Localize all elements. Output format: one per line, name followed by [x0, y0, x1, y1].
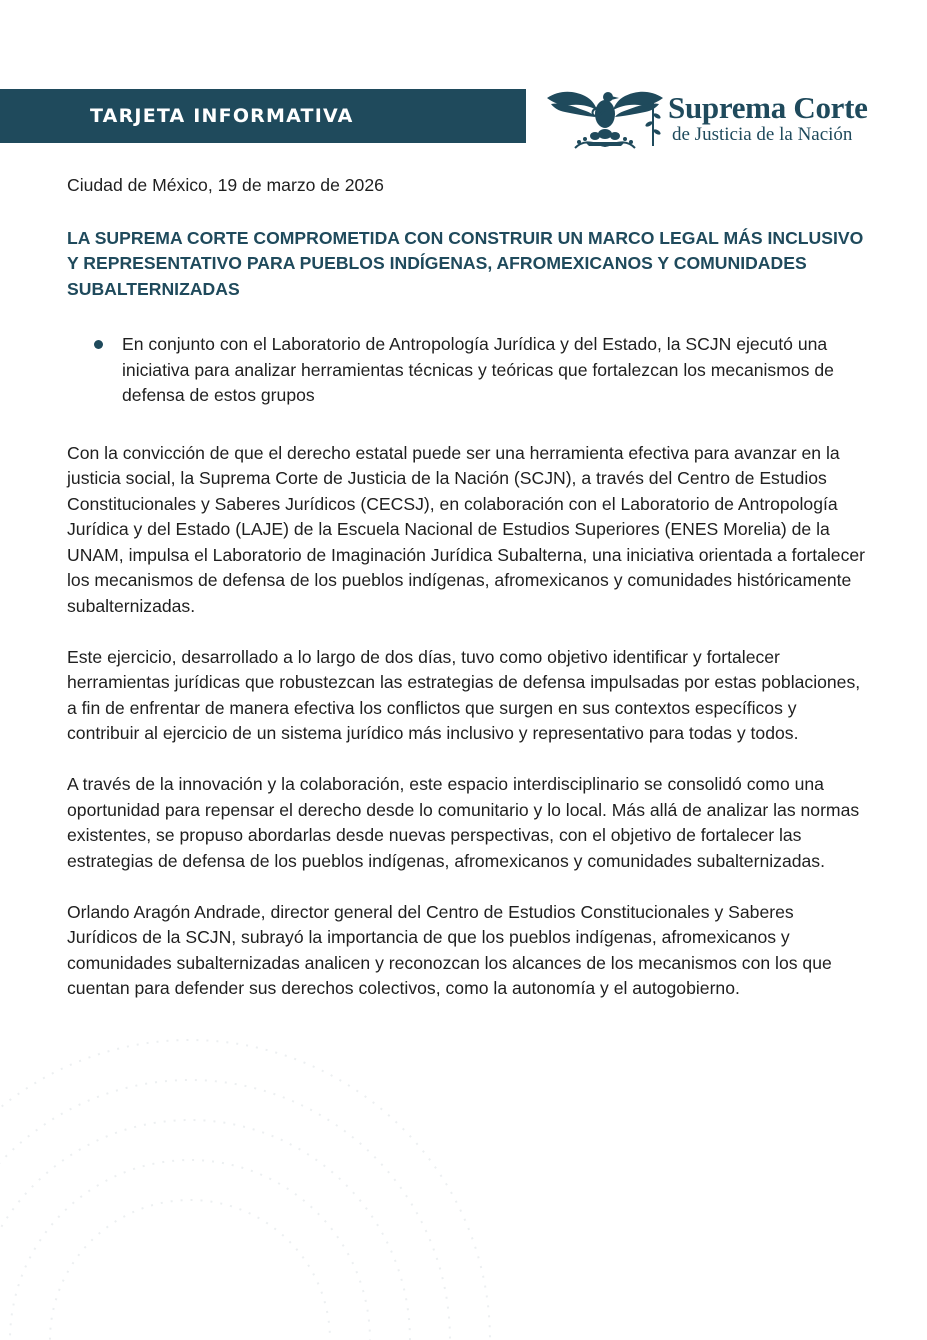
banner-title: TARJETA INFORMATIVA — [90, 105, 354, 127]
date-line: Ciudad de México, 19 de marzo de 2026 — [67, 175, 384, 195]
summary-bullets — [67, 332, 867, 409]
dotted-circle-pattern-icon — [0, 1020, 500, 1340]
document-body — [67, 173, 867, 1027]
paragraph-4: Orlando Aragón Andrade, director general del Centro de Estudios Constitucionales y Saberes Jurídicos de la SCJN, subrayó la importancia de que los pueblos indígenas, afromexicanos y comunidades subalternizadas analicen y reconozcan los alcances de los mecanismos con los que cuentan para defender sus derechos colectivos, como la autonomía y el autogobierno. — [67, 901, 832, 998]
bullet-item — [67, 332, 867, 409]
mexican-eagle-icon — [545, 84, 665, 152]
logo-title: Suprema Corte — [668, 90, 868, 125]
paragraph-3: A través de la innovación y la colaboración, este espacio interdisciplinario se consolidó como una oportunidad para repensar el derecho desde lo comunitario y lo local. Más allá de analizar las normas existentes, se propuso abordarlas desde nuevas perspectivas, con el objetivo de fortalecer las estrategias de defensa de los pueblos indígenas, afromexicanos y comunidades subalternizadas. — [67, 774, 860, 871]
scjn-logo — [545, 84, 868, 154]
logo-subtitle: de Justicia de la Nación — [672, 124, 853, 145]
paragraph-2: Este ejercicio, desarrollado a lo largo de dos días, tuvo como objetivo identificar y fortalecer herramientas jurídicas que robustezcan las estrategias de defensa impulsadas por estas poblaciones, a fin de enfrentar de manera efectiva los conflictos que surgen en sus contextos específicos y contribuir al ejercicio de un sistema jurídico más inclusivo y representativo para todas y todos. — [67, 646, 861, 743]
header-banner — [0, 89, 526, 143]
paragraph-1: Con la convicción de que el derecho estatal puede ser una herramienta efectiva para avanzar en la justicia social, la Suprema Corte de Justicia de la Nación (SCJN), a través del Centro de Estudios Constitucionales y Saberes Jurídicos (CECSJ), en colaboración con el Laboratorio de Antropología Jurídica y del Estado (LAJE) de la Escuela Nacional de Estudios Superiores (ENES Morelia) de la UNAM, impulsa el Laboratorio de Imaginación Jurídica Subalterna, una iniciativa orientada a fortalecer los mecanismos de defensa de los pueblos indígenas, afromexicanos y comunidades históricamente subalternizadas. — [67, 442, 866, 616]
headline: LA SUPREMA CORTE COMPROMETIDA CON CONSTRUIR UN MARCO LEGAL MÁS INCLUSIVO Y REPRESENTATIVO PARA PUEBLOS INDÍGENAS, AFROMEXICANOS Y COMUNIDADES SUBALTERNIZADAS — [67, 227, 864, 299]
bullet-dot-icon — [94, 340, 103, 349]
bullet-text: En conjunto con el Laboratorio de Antropología Jurídica y del Estado, la SCJN ejecutó una iniciativa para analizar herramientas técnicas y teóricas que fortalezcan los mecanismos de defensa de estos grupos — [122, 334, 834, 405]
